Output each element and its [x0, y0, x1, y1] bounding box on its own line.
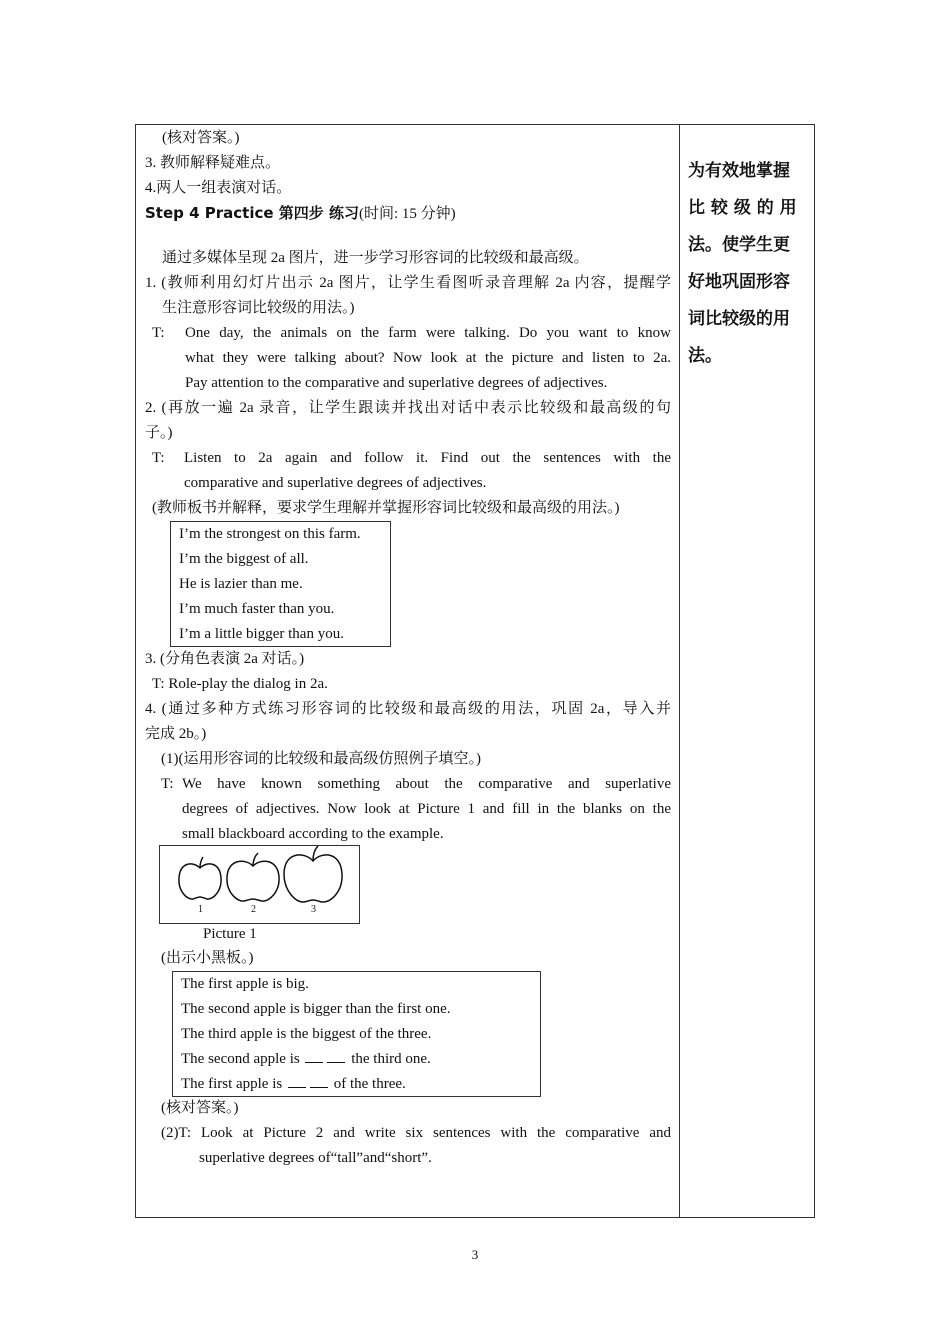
apples-illustration	[160, 846, 359, 923]
board-sentences-box	[170, 521, 391, 647]
sub1-line: (1)(运用形容词的比较级和最高级仿照例子填空。)	[161, 751, 481, 767]
explain-difficulties-line: 3. 教师解释疑难点。	[145, 155, 281, 171]
blackboard-sentence: The third apple is the biggest of the three.	[181, 1026, 432, 1042]
teacher-talk-line2: what they were talking about? Now look at the picture and listen to 2a.	[185, 350, 671, 366]
picture-1-box	[159, 845, 360, 924]
side-note-line: 好地巩固形容	[688, 272, 790, 292]
blackboard-fill-line: The first apple is of the three.	[181, 1076, 406, 1092]
answer-blank[interactable]	[327, 1050, 345, 1063]
blackboard-fill-line: The second apple is the third one.	[181, 1051, 431, 1067]
roleplay-line: T: Role-play the dialog in 2a.	[152, 676, 328, 692]
board-sentence: I’m much faster than you.	[179, 601, 335, 617]
teacher-listen-line1: Listen to 2a again and follow it. Find out the sentences with the	[184, 450, 671, 466]
side-note-line: 比 较 级 的 用	[688, 198, 797, 218]
show-blackboard-line: (出示小黑板。)	[161, 950, 254, 966]
teacher-known-line3: small blackboard according to the example.	[182, 826, 444, 842]
apple-1-icon	[179, 864, 221, 899]
teacher-label: T:	[152, 325, 165, 341]
step4-time: (时间: 15 分钟)	[359, 206, 456, 222]
pair-act-line: 4.两人一组表演对话。	[145, 180, 292, 196]
teacher-known-line1: We have known something about the comparative and superlative	[182, 776, 671, 792]
intro-paragraph: 通过多媒体呈现 2a 图片，进一步学习形容词的比较级和最高级。	[162, 250, 589, 266]
teacher-listen-line2: comparative and superlative degrees of adjectives.	[184, 475, 487, 491]
answer-blank[interactable]	[310, 1075, 328, 1088]
board-explain-line: (教师板书并解释，要求学生理解并掌握形容词比较级和最高级的用法。)	[152, 500, 620, 516]
teacher-label: T:	[152, 450, 165, 466]
small-blackboard-box	[172, 971, 541, 1097]
apple-label: 3	[311, 904, 316, 915]
board-sentence: I’m a little bigger than you.	[179, 626, 344, 642]
side-note-line: 法。使学生更	[688, 235, 790, 255]
item1-line2: 生注意形容词比较级的用法。)	[162, 300, 355, 316]
item2-line1: 2. (再放一遍 2a 录音，让学生跟读并找出对话中表示比较级和最高级的句	[145, 400, 671, 416]
teacher-known-line2: degrees of adjectives. Now look at Picture 1 and fill in the blanks on the	[182, 801, 671, 817]
item1-line1: 1. (教师利用幻灯片出示 2a 图片，让学生看图听录音理解 2a 内容，提醒学	[145, 275, 671, 291]
sub2-line1: (2)T: Look at Picture 2 and write six sentences with the comparative and	[161, 1125, 671, 1141]
blackboard-sentence: The second apple is bigger than the first one.	[181, 1001, 451, 1017]
lesson-plan-table	[135, 124, 815, 1218]
item3-line: 3. (分角色表演 2a 对话。)	[145, 651, 305, 667]
check-answers-line: (核对答案。)	[162, 130, 240, 146]
apple-label: 2	[251, 904, 256, 915]
board-sentence: I’m the biggest of all.	[179, 551, 309, 567]
item4-line2: 完成 2b。)	[145, 726, 207, 742]
blackboard-sentence: The first apple is big.	[181, 976, 309, 992]
apple-2-icon	[227, 861, 279, 901]
item4-line1: 4. (通过多种方式练习形容词的比较级和最高级的用法，巩固 2a，导入并	[145, 701, 671, 717]
teacher-talk-line3: Pay attention to the comparative and superlative degrees of adjectives.	[185, 375, 608, 391]
column-divider	[679, 125, 680, 1217]
teacher-talk-line1: One day, the animals on the farm were talking. Do you want to know	[185, 325, 671, 341]
side-note-line: 法。	[688, 346, 722, 366]
board-sentence: He is lazier than me.	[179, 576, 303, 592]
teacher-label: T:	[161, 776, 174, 792]
page-number: 3	[471, 1247, 479, 1262]
board-sentence: I’m the strongest on this farm.	[179, 526, 361, 542]
side-note-line: 为有效地掌握	[688, 161, 790, 181]
side-note-line: 词比较级的用	[688, 309, 790, 329]
apple-label: 1	[198, 904, 203, 915]
step4-title: Step 4 Practice 第四步 练习	[145, 204, 359, 222]
item2-line2: 子。)	[145, 425, 173, 441]
step4-heading	[145, 201, 456, 226]
picture-1-caption: Picture 1	[203, 926, 257, 942]
answer-blank[interactable]	[288, 1075, 306, 1088]
check-answers-line-2: (核对答案。)	[161, 1100, 239, 1116]
answer-blank[interactable]	[305, 1050, 323, 1063]
apple-3-icon	[284, 855, 342, 902]
sub2-line2: superlative degrees of“tall”and“short”.	[199, 1150, 432, 1166]
